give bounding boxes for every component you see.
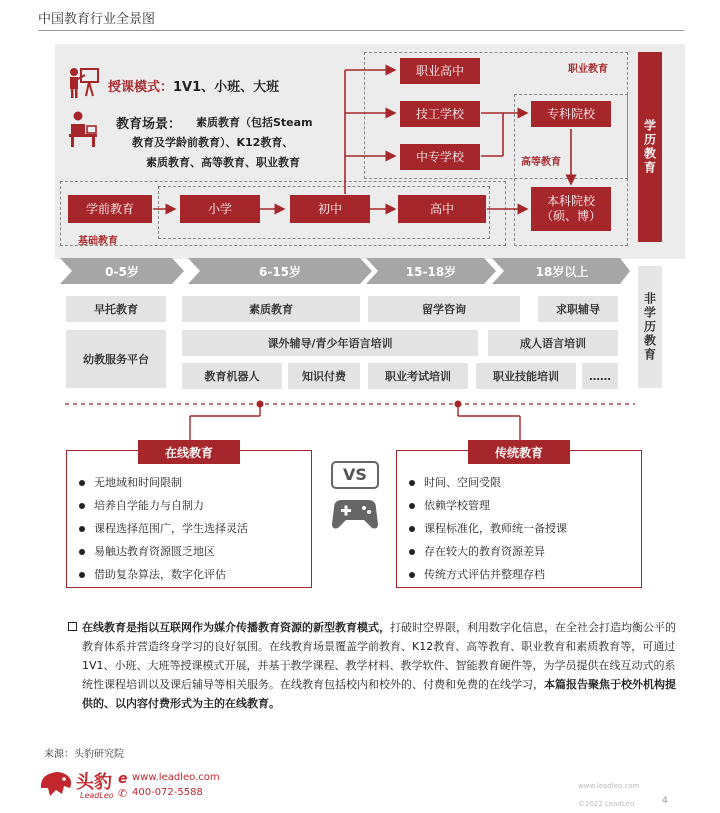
footer-brand-en: LeadLeo xyxy=(80,791,114,800)
age-15-18: 15-18岁 xyxy=(405,264,457,279)
cell-more: …… xyxy=(582,363,618,389)
vs-label: VS xyxy=(343,464,367,484)
age-0-5: 0-5岁 xyxy=(105,264,139,279)
description-paragraph xyxy=(82,618,682,713)
node-undergrad-line1: 本科院校 xyxy=(546,194,595,208)
cell-study-abroad: 留学咨询 xyxy=(368,296,520,322)
list-item: 存在较大的教育资源差异 xyxy=(409,540,641,563)
cell-tutoring: 课外辅导/青少年语言培训 xyxy=(182,330,478,356)
teaching-mode-value: 1V1、小班、大班 xyxy=(173,80,280,95)
node-vocational-high: 职业高中 xyxy=(400,58,480,84)
side-academic: 学历教育 xyxy=(638,52,662,242)
cell-job-coaching: 求职辅导 xyxy=(538,296,618,322)
checkbox-bullet-icon xyxy=(68,622,77,631)
list-item: 时间、空间受限 xyxy=(409,471,641,494)
description-body: 打破时空界限，利用数字化信息，在全社会打造均衡公平的教育体系并营造终身学习的良好氛围。在线教育场景覆盖学前教育、K12教育、高等教育、职业教育和素质教育等，可通过1V1、小班、大班等授课模式开展，并基于教学课程、教学材料、教学软件、智能教育硬件等，为学员提供在线互动式的系统性课程培训以及课后辅导等相关服务。在线教育包括校内和校外的、付费和免费的在线学习， xyxy=(82,621,676,691)
node-primary: 小学 xyxy=(180,195,260,223)
list-item: 无地域和时间限制 xyxy=(79,471,311,494)
list-item: 依赖学校管理 xyxy=(409,494,641,517)
list-item: 课程标准化，教师统一备授课 xyxy=(409,517,641,540)
footer-website: www.leadleo.com xyxy=(132,772,220,783)
footer-brand: 头豹 xyxy=(76,772,112,793)
age-6-15: 6-15岁 xyxy=(258,264,302,279)
footer-copyright: ©2022 LeadLeo xyxy=(578,800,635,808)
cell-adult-language: 成人语言培训 xyxy=(488,330,618,356)
education-scene-line1: 素质教育（包括Steam xyxy=(196,116,313,129)
list-item: 传统方式评估并整理存档 xyxy=(409,563,641,586)
cell-edu-robot: 教育机器人 xyxy=(182,363,282,389)
footer-site-small: www.leadleo.com xyxy=(578,782,640,790)
title-divider xyxy=(38,30,684,31)
list-item: 培养自学能力与自制力 xyxy=(79,494,311,517)
footer-phone: 400-072-5588 xyxy=(132,787,203,798)
source-note: 来源：头豹研究院 xyxy=(44,749,124,760)
node-undergrad xyxy=(531,187,611,231)
cell-knowledge-paid: 知识付费 xyxy=(288,363,360,389)
node-junior-high: 初中 xyxy=(290,195,370,223)
vocational-label: 职业教育 xyxy=(568,64,608,75)
node-junior-college: 专科院校 xyxy=(531,101,611,127)
online-education-title: 在线教育 xyxy=(138,440,240,464)
list-item: 课程选择范围广，学生选择灵活 xyxy=(79,517,311,540)
node-tech-school: 技工学校 xyxy=(400,101,480,127)
phone-icon: ✆ xyxy=(118,787,128,800)
online-education-list xyxy=(79,471,311,586)
node-senior-high: 高中 xyxy=(398,195,486,223)
basic-education-label: 基础教育 xyxy=(78,236,118,247)
list-item: 易触达教育资源匮乏地区 xyxy=(79,540,311,563)
education-scene-line2: 教育及学龄前教育）、K12教育、 xyxy=(132,136,294,149)
list-item: 借助复杂算法，数字化评估 xyxy=(79,563,311,586)
node-undergrad-line2: （硕、博） xyxy=(540,209,601,223)
description-bold-lead: 在线教育是指以互联网作为媒介传播教育资源的新型教育模式， xyxy=(82,621,390,634)
traditional-education-title: 传统教育 xyxy=(468,440,570,464)
cell-preschool-platform: 幼教服务平台 xyxy=(66,330,166,388)
cell-vocational-skill: 职业技能培训 xyxy=(476,363,576,389)
education-scene-key: 教育场景： xyxy=(116,117,182,132)
teaching-mode-key: 授课模式： xyxy=(108,80,174,95)
leopard-logo-icon xyxy=(38,768,74,800)
description-bold-focus: 本篇报告聚焦于校外机构提供的、以内容付费形式为主的在线教育。 xyxy=(82,678,676,710)
education-scene-line3: 素质教育、高等教育、职业教育 xyxy=(146,156,300,169)
e-logo-icon: e xyxy=(118,771,128,787)
traditional-education-box xyxy=(396,450,642,588)
online-education-box xyxy=(66,450,312,588)
cell-quality-education: 素质教育 xyxy=(182,296,360,322)
page-number: 4 xyxy=(662,796,668,806)
page-title: 中国教育行业全景图 xyxy=(38,12,156,27)
higher-education-label: 高等教育 xyxy=(521,157,561,168)
cell-vocational-exam: 职业考试培训 xyxy=(368,363,468,389)
side-nonacademic: 非学历教育 xyxy=(638,266,662,388)
age-18-plus: 18岁以上 xyxy=(535,264,589,279)
cell-nursery: 早托教育 xyxy=(66,296,166,322)
node-preschool: 学前教育 xyxy=(68,195,152,223)
node-secondary-school: 中专学校 xyxy=(400,144,480,170)
traditional-education-list xyxy=(409,471,641,586)
